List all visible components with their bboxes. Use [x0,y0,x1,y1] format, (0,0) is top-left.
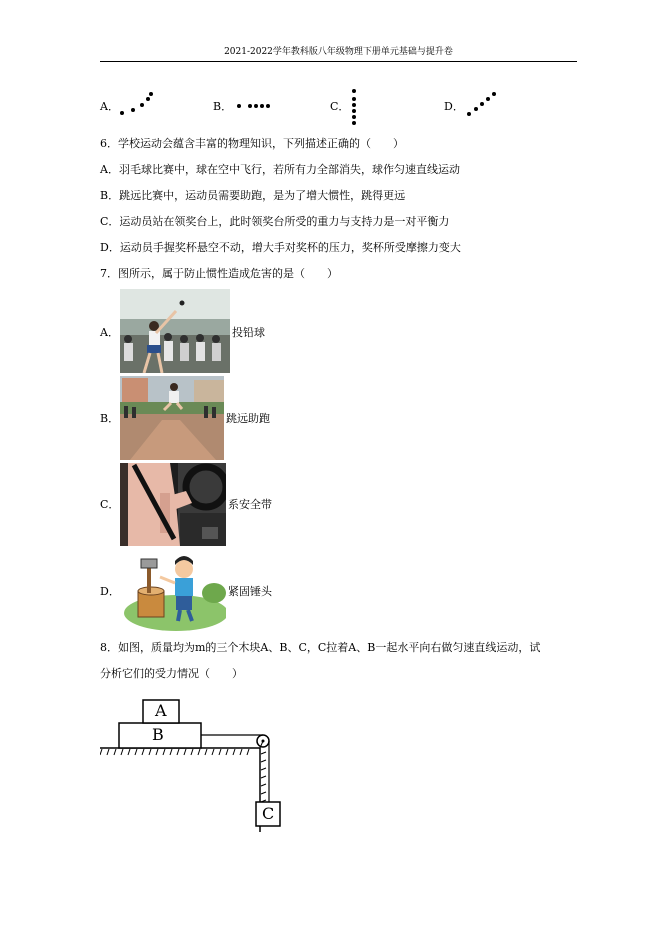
q6-stem: 6．学校运动会蕴含丰富的物理知识，下列描述正确的（ ） [100,137,404,150]
block-c-label: C [262,804,275,823]
shot-put-photo [120,289,230,373]
q6-option-b[interactable]: B．跳远比赛中，运动员需要助跑，是为了增大惯性，跳得更远 [100,189,406,202]
q7-option-a-label[interactable]: A． [100,326,119,339]
header-rule [100,61,577,62]
q7-option-a-caption: 投铅球 [232,326,265,339]
q8-stem-line-2: 分析它们的受力情况（ ） [100,667,243,680]
q6-option-d[interactable]: D．运动员手握奖杯悬空不动，增大手对奖杯的压力，奖杯所受摩擦力变大 [100,241,461,254]
q6-option-a[interactable]: A．羽毛球比赛中，球在空中飞行，若所有力全部消失，球作匀速直线运动 [100,163,460,176]
hammer-head-illustration [120,547,226,633]
q7-option-c-label[interactable]: C． [100,498,120,511]
q5-option-c-label[interactable]: C． [330,100,350,113]
long-jump-photo [120,376,224,460]
q7-option-b-label[interactable]: B． [100,412,120,425]
seat-belt-photo [120,463,226,546]
q5-option-b-label[interactable]: B． [213,100,233,113]
q7-option-c-caption: 系安全带 [228,498,272,511]
page-header: 2021-2022学年教科版八年级物理下册单元基础与提升卷 [224,47,453,57]
block-b-label: B [152,725,164,744]
q7-option-d-label[interactable]: D． [100,585,120,598]
q7-option-b-caption: 跳远助跑 [226,412,270,425]
q7-option-d-caption: 紧固锤头 [228,585,272,598]
q5-option-a-label[interactable]: A． [100,100,119,113]
q7-stem: 7．图所示，属于防止惯性造成危害的是（ ） [100,267,338,280]
q8-stem-line-1: 8．如图，质量均为m的三个木块A、B、C，C拉着A、B一起水平向右做匀速直线运动，试 [100,641,541,654]
block-a-label: A [155,701,167,720]
q5-option-d-label[interactable]: D． [444,100,464,113]
blocks-pulley-diagram [100,692,290,836]
q6-option-c[interactable]: C．运动员站在领奖台上，此时领奖台所受的重力与支持力是一对平衡力 [100,215,450,228]
